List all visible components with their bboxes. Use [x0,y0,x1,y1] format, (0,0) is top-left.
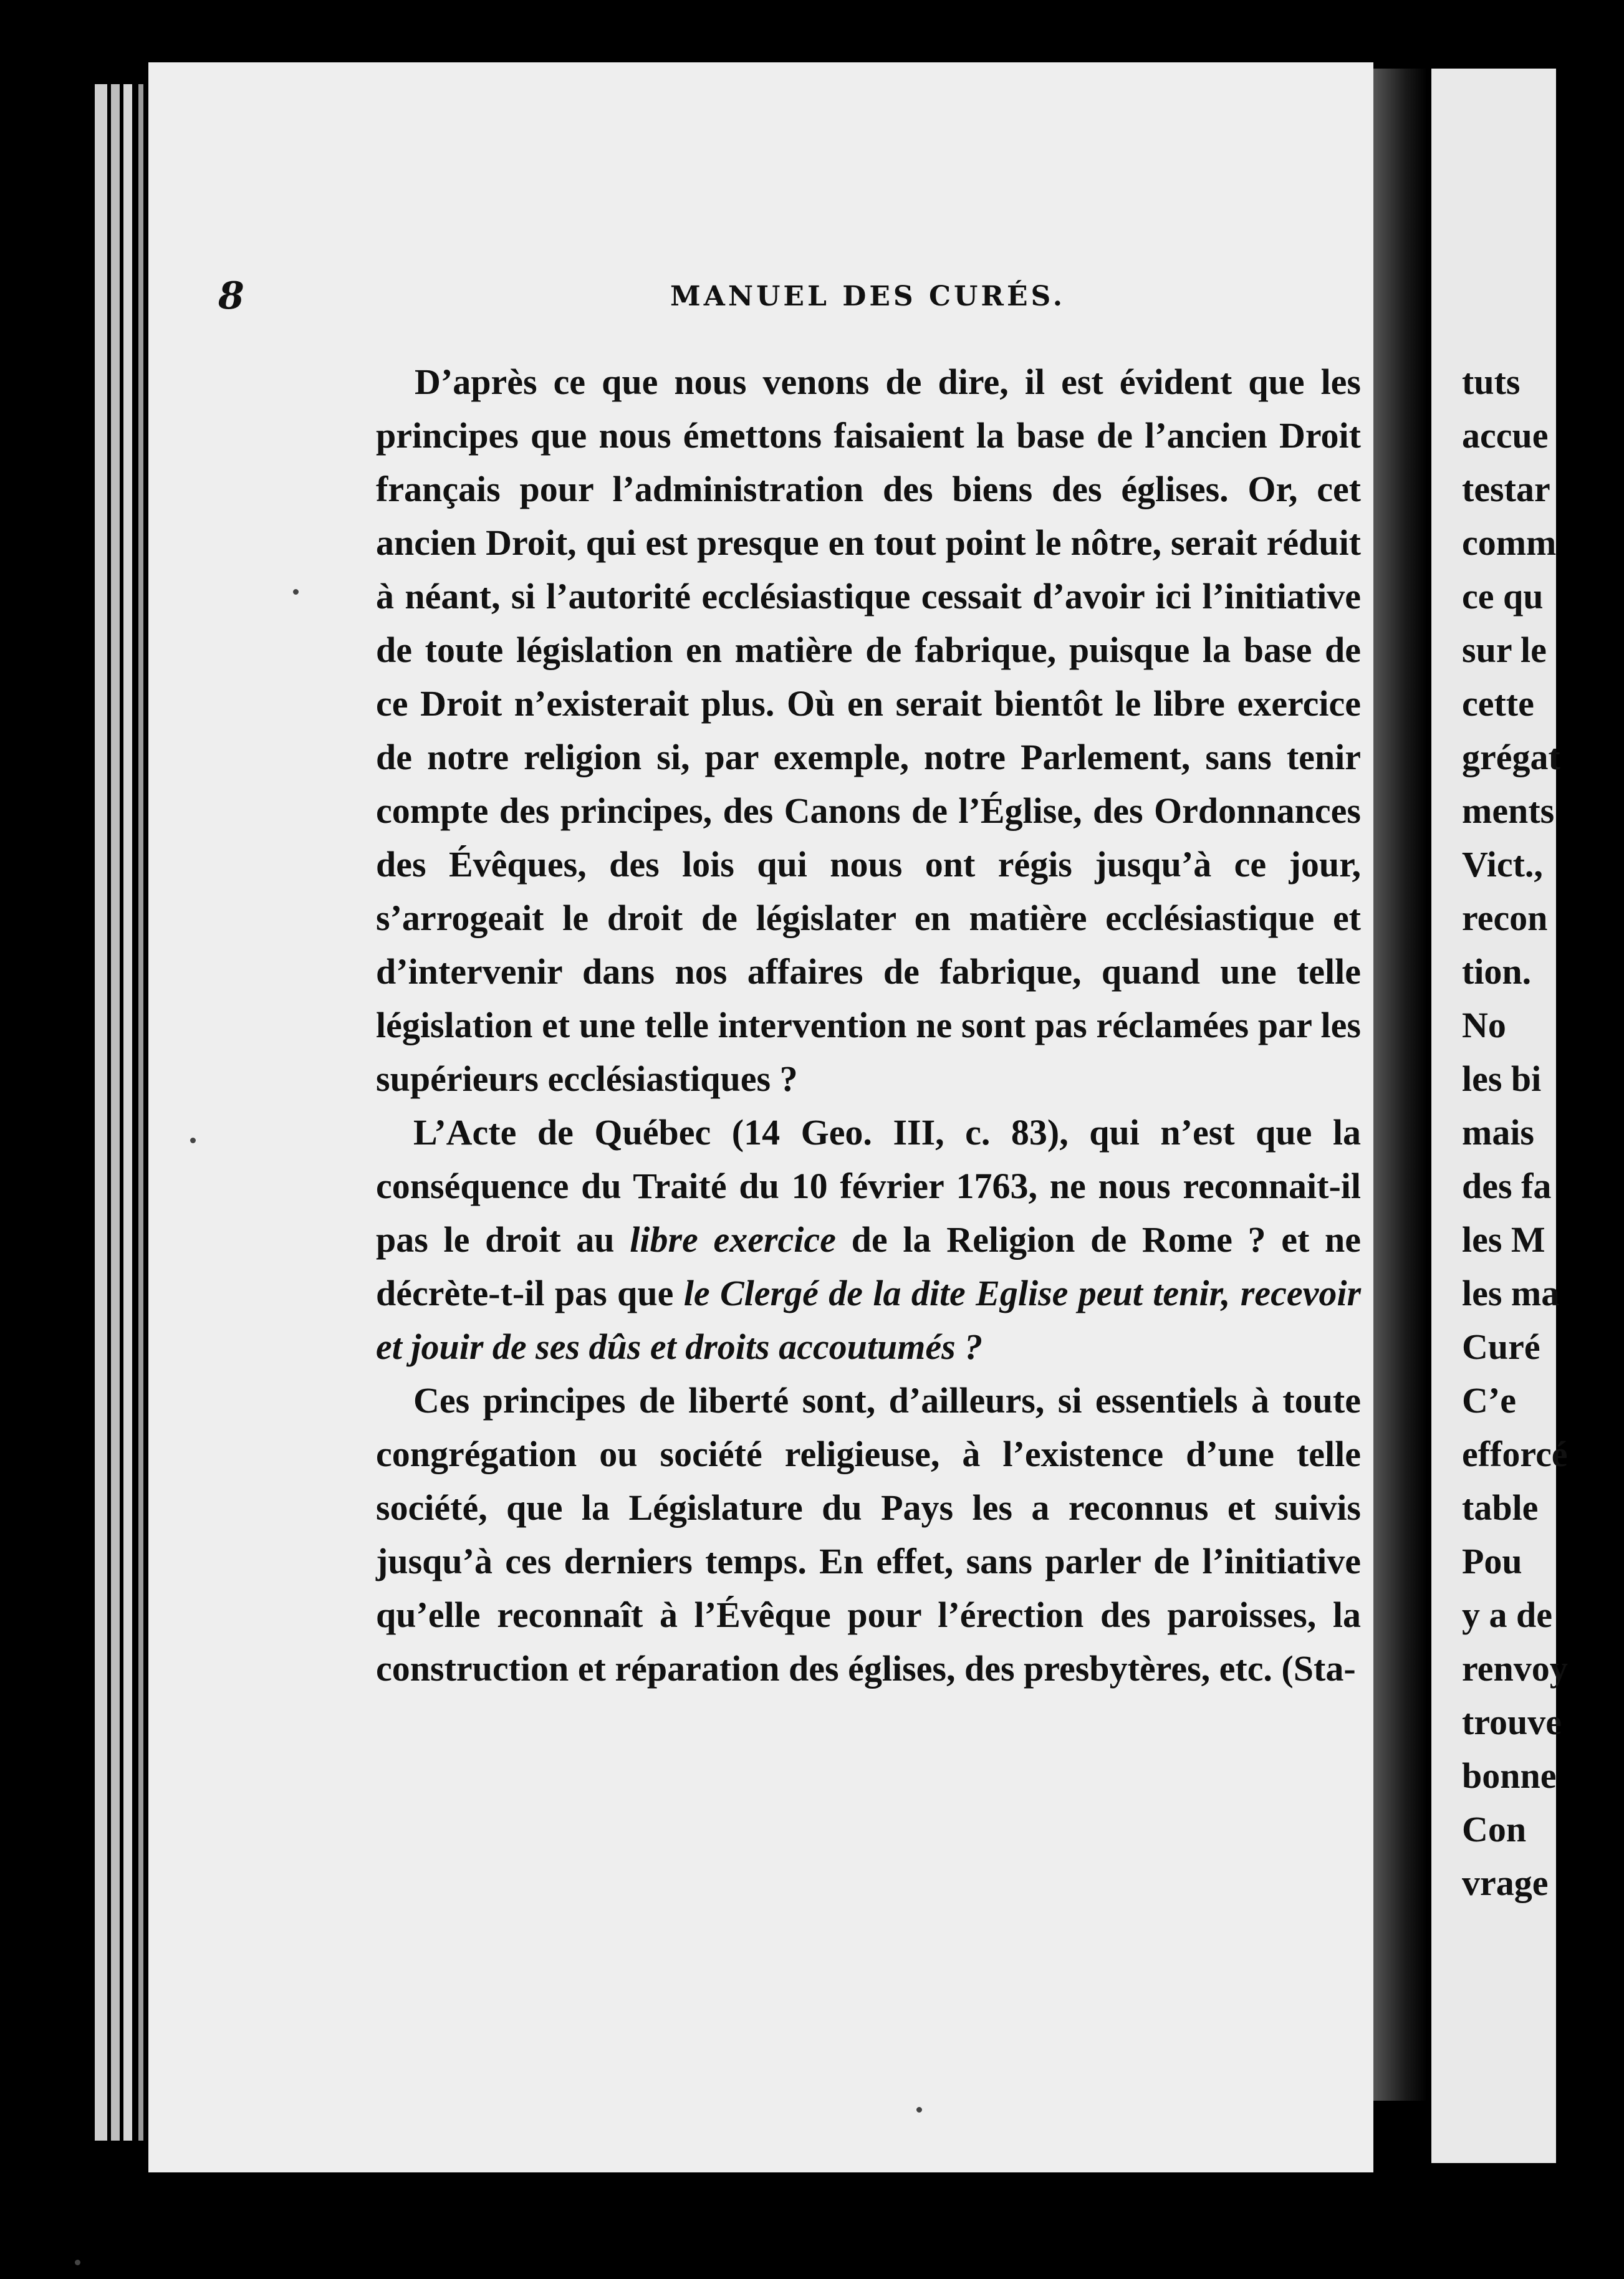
facing-page-text [1462,355,1624,1910]
ink-speck [75,2260,80,2265]
facing-line: tuts [1462,362,1521,402]
facing-line: vrage [1462,1863,1549,1903]
facing-line: cette [1462,683,1534,724]
facing-line: table [1462,1487,1539,1528]
page-stack-edge [95,84,107,2141]
facing-line: bonne [1462,1755,1557,1796]
facing-line: trouve [1462,1702,1562,1742]
paragraph-1: D’après ce que nous venons de dire, il est évident que les principes que nous émettons faisaient la base de l’ancien Droit français pour l’administration des biens des églises. Or, cet ancien Droit, qui est presque en tout point le nôtre, serait réduit à néant, si l’autorité ecclésiastique cessait d’avoir ici l’initiative de toute législation en matière de fabrique, puisque la base de ce Droit n’existerait plus. Où en serait bientôt le libre exercice de notre religion si, par exemple, notre Parlement, sans tenir compte des principes, des Canons de l’Église, des Ordonnances des Évêques, des lois qui nous ont régis jusqu’à ce jour, s’arrogeait le droit de législater en matière ecclésiastique et d’intervenir dans nos affaires de fabrique, quand une telle législation et une telle intervention ne sont pas réclamées par les supérieurs ecclésiastiques ? [376,362,1361,1099]
page-stack-edge [138,84,143,2141]
facing-line: comm [1462,522,1557,563]
page-stack-edge [123,84,132,2141]
facing-line: mais [1462,1112,1534,1153]
ink-speck [190,1138,196,1143]
facing-line: testar [1462,469,1550,509]
page-number: 8 [218,274,244,318]
paragraph-2-italic-2: le Clergé de la dite Eglise peut tenir, recevoir et jouir de ses dûs et droits accoutumés ? [376,1273,1362,1367]
facing-line: y a de [1462,1595,1552,1635]
paragraph-2-mid: de la Religion de Rome ? et ne décrète-t-il pas que [376,1219,1362,1313]
book-spine [1373,69,1427,2101]
facing-line: Con [1462,1809,1527,1850]
facing-line: les M [1462,1219,1545,1260]
facing-line: Curé [1462,1327,1540,1367]
facing-line: efforcé [1462,1434,1568,1474]
facing-line: accue [1462,415,1549,456]
page-stack-edge [111,84,120,2141]
facing-line: Vict., [1462,844,1543,885]
facing-line: recon [1462,898,1548,938]
facing-line: les bi [1462,1058,1542,1099]
facing-line: des fa [1462,1166,1552,1206]
facing-line: Pou [1462,1541,1522,1581]
facing-line: tion. [1462,951,1532,992]
ink-speck [916,2107,922,2113]
facing-line: C’e [1462,1380,1516,1421]
facing-line: les ma [1462,1273,1560,1313]
paragraph-2 [376,1106,1361,1374]
page-body [376,355,1361,1696]
paragraph-3: Ces principes de liberté sont, d’ailleurs, si essentiels à toute congrégation ou société religieuse, à l’existence d’une telle société, que la Législature du Pays les a reconnus et suivis jusqu’à ces derniers temps. En effet, sans parler de l’initiative qu’elle reconnaît à l’Évêque pour l’érection des paroisses, la construction et réparation des églises, des presbytères, etc. (Sta- [376,1380,1361,1689]
running-title: MANUEL DES CURÉS. [670,281,1066,312]
facing-line: ments [1462,790,1555,831]
paragraph-2-start: L’Acte de Québec (14 Geo. III, c. 83), qui n’est que la conséquence du Traité du 10 février 1763, ne nous reconnait-il pas le droit au [376,1112,1361,1260]
facing-line: grégat [1462,737,1560,777]
facing-line: sur le [1462,630,1547,670]
paragraph-2-italic-1: libre exercice [630,1219,836,1260]
facing-line: renvoy [1462,1648,1568,1689]
ink-speck [293,589,299,595]
facing-line: ce qu [1462,576,1544,617]
facing-line: No [1462,1005,1506,1045]
